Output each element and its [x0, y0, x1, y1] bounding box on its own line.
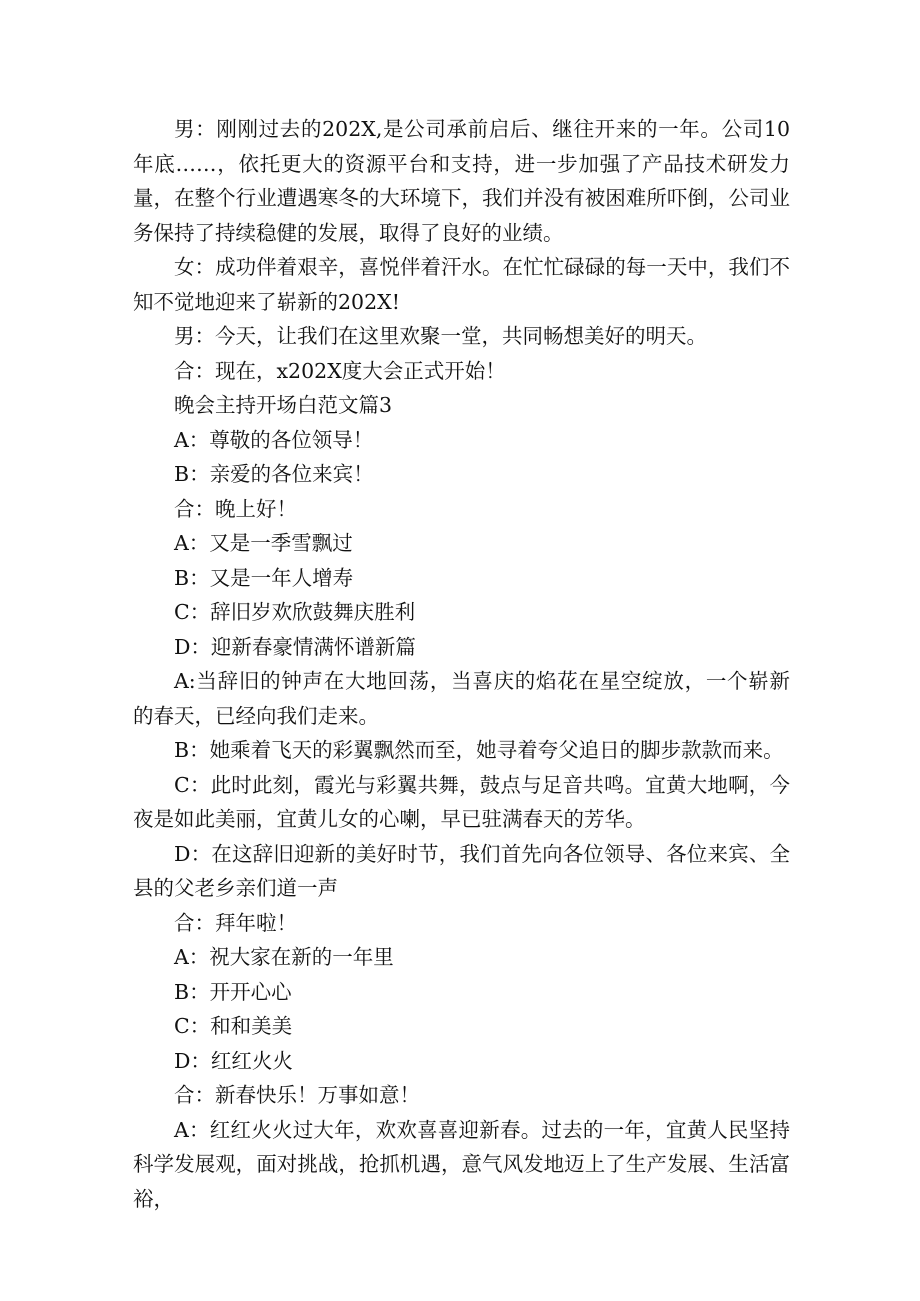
paragraph: A：又是一季雪飘过: [174, 531, 353, 555]
paragraph: 合：拜年啦！: [174, 910, 297, 935]
paragraph: B：又是一年人增寿: [174, 565, 354, 590]
paragraph: D：在这辞旧迎新的美好时节，我们首先向各位领导、各位来宾、全县的父老乡亲们道一声: [133, 841, 790, 900]
paragraph: C：此时此刻，霞光与彩翼共舞，鼓点与足音共鸣。宜黄大地啊，今夜是如此美丽，宜黄儿女的心喇，早已驻满春天的芳华。: [133, 772, 790, 831]
paragraph: 女：成功伴着艰辛，喜悦伴着汗水。在忙忙碌碌的每一天中，我们不知不觉地迎来了崭新的202X!: [133, 255, 790, 314]
paragraph: D：迎新春豪情满怀谱新篇: [174, 634, 416, 659]
paragraph: 男：今天，让我们在这里欢聚一堂，共同畅想美好的明天。: [174, 324, 707, 348]
paragraph: A：尊敬的各位领导！: [174, 427, 374, 452]
paragraph: 合：新春快乐！万事如意！: [174, 1083, 420, 1107]
paragraph: 合：现在，x202X度大会正式开始！: [174, 358, 506, 383]
paragraph: 合：晚上好！: [174, 496, 297, 521]
paragraph: A：祝大家在新的一年里: [174, 945, 394, 969]
paragraph: B：亲爱的各位来宾！: [174, 462, 374, 486]
paragraph: B：开开心心: [174, 979, 292, 1004]
paragraph: A：红红火火过大年，欢欢喜喜迎新春。过去的一年，宜黄人民坚持科学发展观，面对挑战，抢抓机遇，意气风发地迈上了生产发展、生活富裕，: [133, 1117, 790, 1211]
paragraph: D：红红火火: [174, 1048, 293, 1073]
section-heading: 晚会主持开场白范文篇3: [174, 393, 393, 417]
paragraph: C：和和美美: [174, 1014, 293, 1038]
paragraph: C：辞旧岁欢欣鼓舞庆胜利: [174, 600, 416, 624]
paragraph: 男：刚刚过去的202X,是公司承前启后、继往开来的一年。公司10年底……，依托更大的资源平台和支持，进一步加强了产品技术研发力量，在整个行业遭遇寒冬的大环境下，我们并没有被困难所吓倒，公司业务保持了持续稳健的发展，取得了良好的业绩。: [133, 117, 790, 245]
paragraph: B：她乘着飞天的彩翼飘然而至，她寻着夸父追日的脚步款款而来。: [174, 738, 784, 762]
document-body: [133, 112, 790, 1216]
paragraph: A:当辞旧的钟声在大地回荡，当喜庆的焰花在星空绽放，一个崭新的春天，已经向我们走来。: [133, 669, 790, 728]
